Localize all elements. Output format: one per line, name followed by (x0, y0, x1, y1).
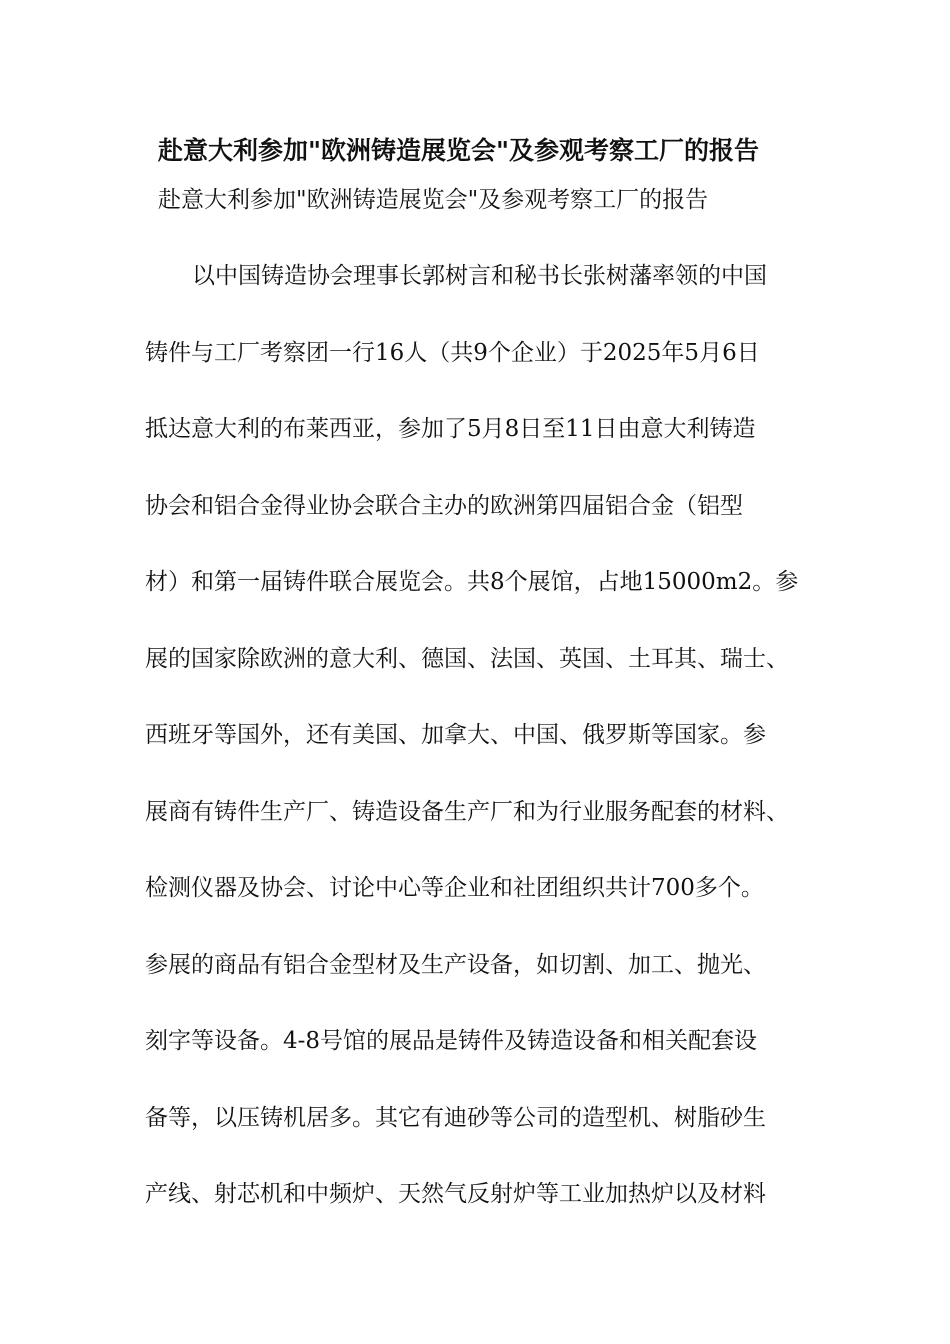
body-line: 参展的商品有铝合金型材及生产设备，如切割、加工、抛光、 (145, 952, 766, 978)
body-line: 展商有铸件生产厂、铸造设备生产厂和为行业服务配套的材料、 (145, 799, 789, 825)
body-line: 展的国家除欧洲的意大利、德国、法国、英国、土耳其、瑞士、 (145, 646, 789, 672)
body-line: 铸件与工厂考察团一行16人（共9个企业）于2025年5月6日 (145, 340, 760, 366)
document-title: 赴意大利参加"欧洲铸造展览会"及参观考察工厂的报告 (158, 136, 760, 165)
body-line: 抵达意大利的布莱西亚，参加了5月8日至11日由意大利铸造 (145, 416, 756, 442)
body-line: 产线、射芯机和中频炉、天然气反射炉等工业加热炉以及材料 (145, 1181, 766, 1207)
body-line: 检测仪器及协会、讨论中心等企业和社团组织共计700多个。 (145, 875, 764, 901)
body-line: 备等，以压铸机居多。其它有迪砂等公司的造型机、树脂砂生 (145, 1105, 766, 1131)
body-line: 协会和铝合金得业协会联合主办的欧洲第四届铝合金（铝型 (145, 493, 743, 519)
body-line: 材）和第一届铸件联合展览会。共8个展馆，占地15000m2。参 (145, 569, 799, 595)
body-line: 西班牙等国外，还有美国、加拿大、中国、俄罗斯等国家。参 (145, 722, 766, 748)
body-line: 刻字等设备。4-8号馆的展品是铸件及铸造设备和相关配套设 (145, 1028, 758, 1054)
document-subtitle: 赴意大利参加"欧洲铸造展览会"及参观考察工厂的报告 (158, 187, 709, 213)
body-line: 以中国铸造协会理事长郭树言和秘书长张树藩率领的中国 (192, 263, 767, 289)
